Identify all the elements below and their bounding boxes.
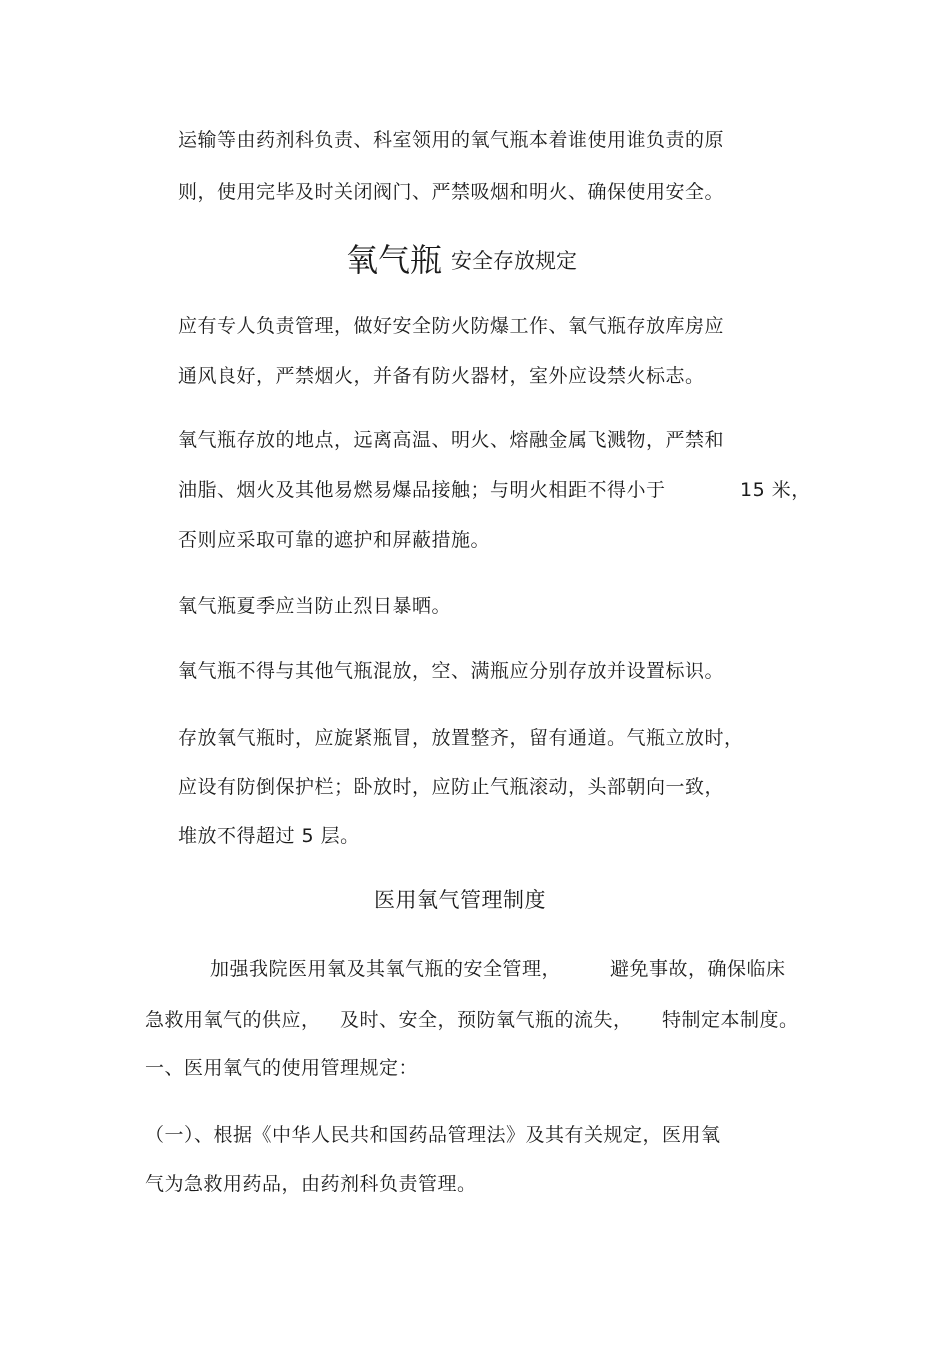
item-1-line-2: 气为急救用药品，由药剂科负责管理。: [145, 1173, 477, 1195]
rule-1-line-1: 应有专人负责管理，做好安全防火防爆工作、氧气瓶存放库房应: [178, 315, 725, 337]
regulation-intro-part-1: 加强我院医用氧及其氧气瓶的安全管理，: [210, 958, 562, 980]
rule-5-line-2: 应设有防倒保护栏；卧放时，应防止气瓶滚动，头部朝向一致，: [178, 776, 725, 798]
section-title-main: 氧气瓶: [346, 241, 443, 279]
regulation-intro-part-3: 急救用氧气的供应，: [145, 1009, 321, 1031]
rule-2-distance: 15 米，: [740, 479, 811, 501]
rule-2-line-1: 氧气瓶存放的地点，远离高温、明火、熔融金属飞溅物，严禁和: [178, 429, 725, 451]
rule-1-line-2: 通风良好，严禁烟火，并备有防火器材，室外应设禁火标志。: [178, 365, 705, 387]
rule-5-line-1: 存放氧气瓶时，应旋紧瓶冒，放置整齐，留有通道。气瓶立放时，: [178, 727, 744, 749]
rule-2-line-3: 否则应采取可靠的遮护和屏蔽措施。: [178, 529, 491, 551]
rule-3-line-1: 氧气瓶夏季应当防止烈日暴晒。: [178, 595, 452, 617]
intro-line-2: 则，使用完毕及时关闭阀门、严禁吸烟和明火、确保使用安全。: [178, 181, 725, 203]
section-1-heading: 一、医用氧气的使用管理规定：: [145, 1057, 419, 1079]
intro-line-1: 运输等由药剂科负责、科室领用的氧气瓶本着谁使用谁负责的原: [178, 129, 725, 151]
section-title-sub: 安全存放规定: [451, 249, 577, 273]
rule-2-line-2: 油脂、烟火及其他易燃易爆品接触；与明火相距不得小于: [178, 479, 666, 501]
rule-4-line-1: 氧气瓶不得与其他气瓶混放，空、满瓶应分别存放并设置标识。: [178, 660, 725, 682]
regulation-intro-part-4: 及时、安全，预防氧气瓶的流失，: [340, 1009, 633, 1031]
rule-5-line-3: 堆放不得超过 5 层。: [178, 825, 360, 847]
item-1-line-1: （一）、根据《中华人民共和国药品管理法》及其有关规定，医用氧: [145, 1124, 721, 1146]
regulation-intro-part-5: 特制定本制度。: [662, 1009, 799, 1031]
regulation-intro-part-2: 避免事故，确保临床: [610, 958, 786, 980]
regulation-title: 医用氧气管理制度: [374, 888, 546, 912]
